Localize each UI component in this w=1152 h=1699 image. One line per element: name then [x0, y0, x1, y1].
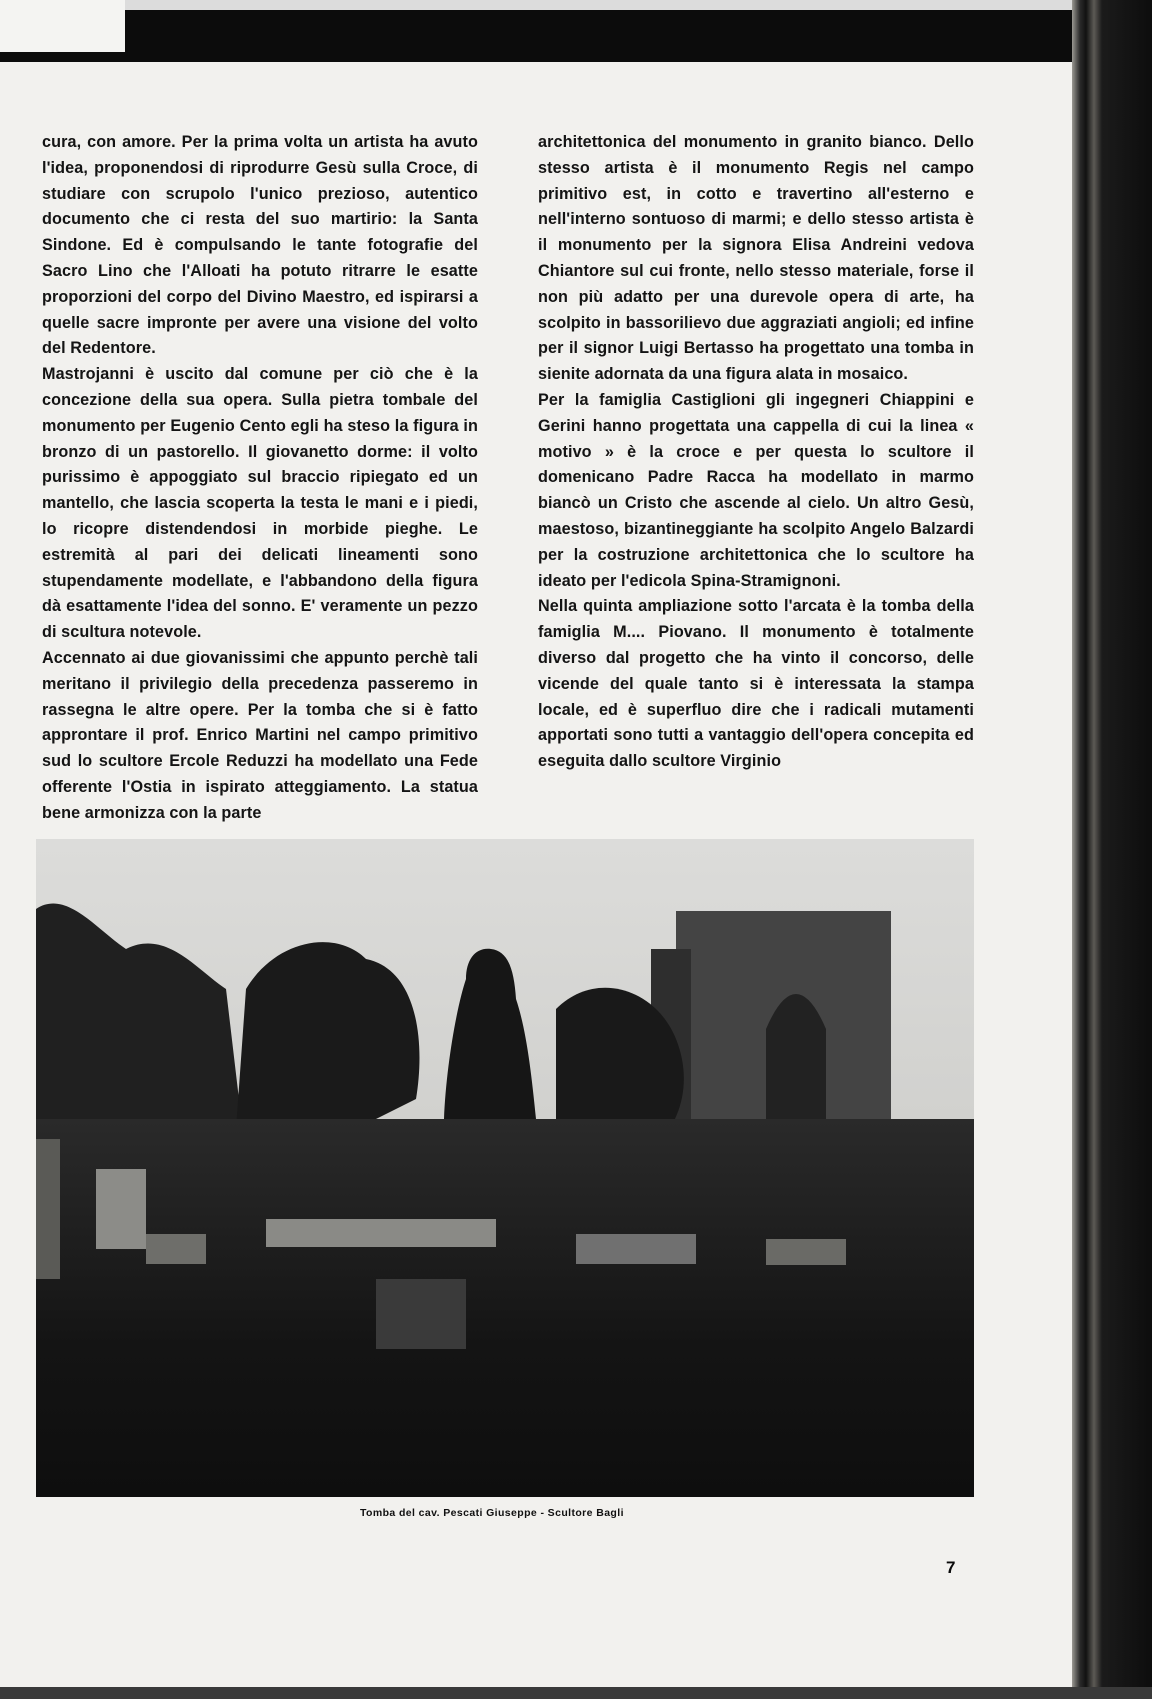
left-paragraph-3: Accennato ai due giovanissimi che appunto perchè tali meritano il privilegio della precedenza passeremo in rassegna le altre opere. Per la tomba che si è fatto approntare il prof. Enrico Martini nel campo primitivo sud lo scultore Ercole Reduzzi ha modellato una Fede offerente l'Ostia in ispirato atteggiamento. La statua bene armonizza con la parte: [42, 648, 478, 822]
tomb-slab: [266, 1219, 496, 1247]
scan-top-edge: [125, 0, 1152, 10]
scan-top-left-corner: [0, 0, 125, 52]
left-paragraph-1: cura, con amore. Per la prima volta un artista ha avuto l'idea, proponendosi di riprodurre Gesù sulla Croce, di studiare con scrupolo l'unico prezioso, autentico documento che ci resta del suo martirio: la Santa Sindone. Ed è compulsando le tante fotografie del Sacro Lino che l'Alloati ha potuto ritrarre le esatte proporzioni del corpo del Divino Maestro, ed ispirarsi a quelle sacre impronte per avere una visione del volto del Redentore.: [42, 133, 478, 358]
book-spine-edge: [1072, 0, 1152, 1699]
tomb-plaque: [376, 1279, 466, 1349]
photo-ground: [36, 1119, 974, 1497]
right-paragraph-3: Nella quinta ampliazione sotto l'arcata è la tomba della famiglia M.... Piovano. Il monumento è totalmente diverso dal progetto che ha vinto il concorso, delle vicende del quale tanto si è interessata la stampa locale, ed è superfluo dire che i radicali mutamenti apportati sono tutti a vantaggio dell'opera concepita ed eseguita dallo scultore Virginio: [538, 597, 974, 771]
photo-caption: Tomba del cav. Pescati Giuseppe - Scultore Bagli: [360, 1507, 624, 1519]
grave-marker: [96, 1169, 146, 1249]
scan-bottom-border: [0, 1687, 1152, 1699]
tomb-slab-right: [576, 1234, 696, 1264]
left-post: [36, 1139, 60, 1279]
right-paragraph-2: Per la famiglia Castiglioni gli ingegneri Chiappini e Gerini hanno progettata una cappella di cui la linea « motivo » è la croce e per questa lo scultore il domenicano Padre Racca ha modellato in marmo biancò un Cristo che ascende al cielo. Un altro Gesù, maestoso, bizantineggiante ha scolpito Angelo Balzardi per la costruzione architettonica che lo scultore ha ideato per l'edicola Spina-Stramignoni.: [538, 390, 974, 590]
article-columns: [42, 130, 974, 827]
left-paragraph-2: Mastrojanni è uscito dal comune per ciò che è la concezione della sua opera. Sulla pietra tombale del monumento per Eugenio Cento egli ha steso la figura in bronzo di un pastorello. Il giovanetto dorme: il volto purissimo è appoggiato sul braccio ripiegato ed un mantello, che lascia scoperta la testa le mani e i piedi, lo ricopre distendendosi in morbide pieghe. Le estremità al pari dei delicati lineamenti sono stupendamente modellate, e l'abbandono della figura dà esattamente l'idea del sonno. E' veramente un pezzo di scultura notevole.: [42, 365, 478, 642]
tomb-photograph: [36, 839, 974, 1497]
tomb-photo-illustration: [36, 839, 974, 1497]
right-column: [538, 130, 974, 827]
magazine-page: [0, 62, 1072, 1687]
tomb-slab-far: [766, 1239, 846, 1265]
left-column: [42, 130, 478, 827]
page-number: 7: [946, 1558, 956, 1577]
tomb-slab-small: [146, 1234, 206, 1264]
chapel-arch: [766, 994, 826, 1139]
right-paragraph-1: architettonica del monumento in granito bianco. Dello stesso artista è il monumento Regis nel campo primitivo est, in cotto e travertino all'esterno e nell'interno sontuoso di marmi; e dello stesso artista è il monumento per la signora Elisa Andreini vedova Chiantore sul cui fronte, nello stesso materiale, forse il non più adatto per una durevole opera di arte, ha scolpito in bassorilievo due aggraziati angioli; ed infine per il signor Luigi Bertasso ha progettato una tomba in sienite adornata da una figura alata in mosaico.: [538, 133, 974, 384]
